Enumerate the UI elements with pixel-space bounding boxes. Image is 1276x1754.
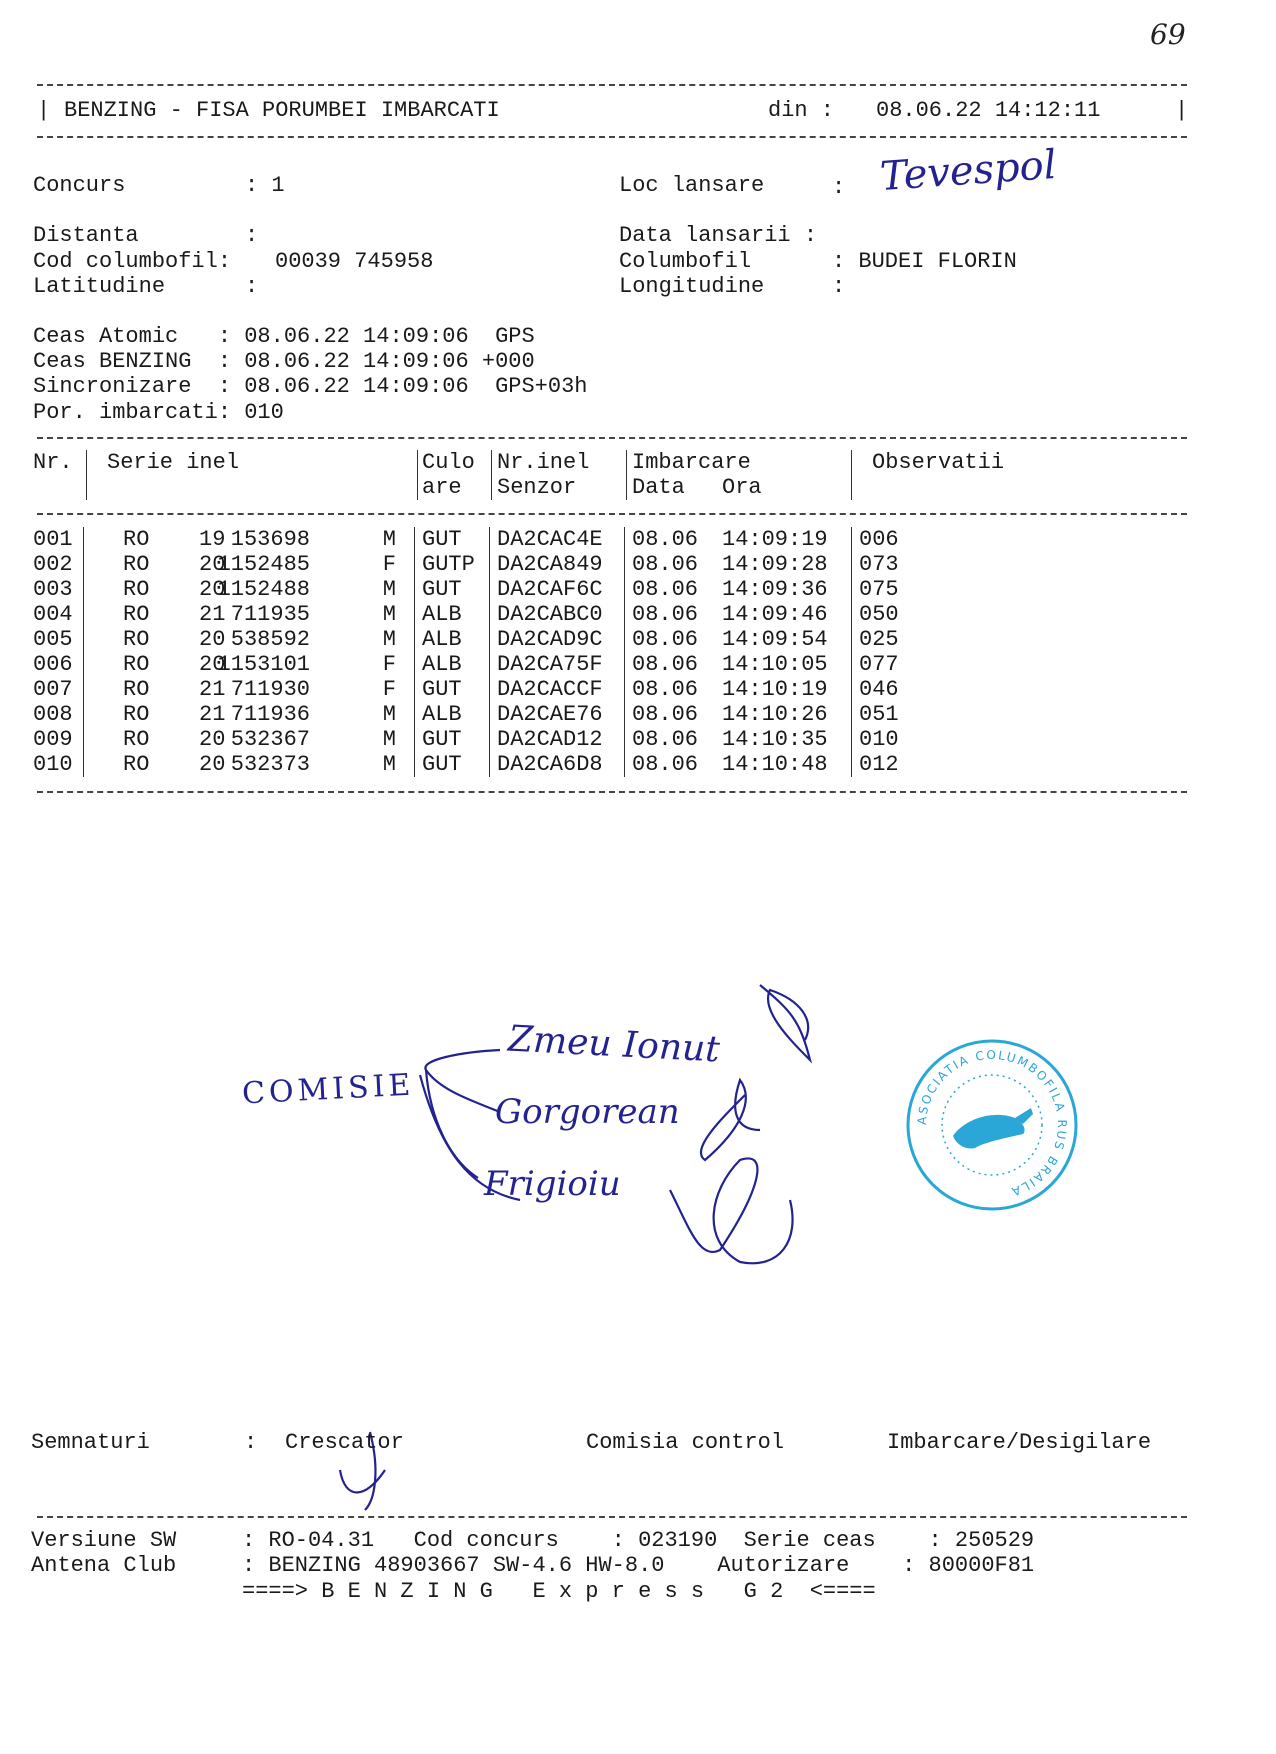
por-imbarcati: Por. imbarcati: 010: [33, 400, 284, 425]
antena-club-label: Antena Club: [31, 1553, 177, 1578]
longitudine-label: Longitudine: [619, 274, 765, 299]
ceas-atomic: Ceas Atomic : 08.06.22 14:09:06 GPS: [33, 324, 535, 349]
cell-ora: 14:10:19: [722, 677, 828, 702]
cell-nr: 009: [33, 727, 73, 752]
header-din-label: din :: [768, 98, 835, 123]
cell-inel: 1152485: [217, 552, 310, 577]
semnaturi-sep: :: [244, 1430, 258, 1455]
footer-line-1: : RO-04.31 Cod concurs : 023190 Serie ceas : 250529: [242, 1528, 1035, 1553]
header-left-bar: |: [37, 98, 51, 123]
cell-data: 08.06: [632, 752, 699, 777]
cell-an: 20: [199, 752, 226, 777]
cell-data: 08.06: [632, 602, 699, 627]
concurs-value: : 1: [245, 173, 285, 198]
cell-an: 20: [199, 627, 226, 652]
cell-ora: 14:09:36: [722, 577, 828, 602]
imbarcare-desigilare-label: Imbarcare/Desigilare: [887, 1430, 1152, 1455]
cell-an: 20: [199, 577, 226, 602]
cell-tara: RO: [123, 602, 150, 627]
cell-inel: 538592: [230, 627, 310, 652]
cell-senzor: DA2CAF6C: [497, 577, 603, 602]
cell-an: 21: [199, 677, 226, 702]
cod-columbofil-value: 00039 745958: [275, 249, 434, 274]
footer-line-2: : BENZING 48903667 SW-4.6 HW-8.0 Autorizare : 80000F81: [242, 1553, 1035, 1578]
cell-tara: RO: [123, 727, 150, 752]
cell-inel: 153698: [230, 527, 310, 552]
cell-sex: F: [382, 552, 396, 577]
cell-an: 21: [199, 702, 226, 727]
cell-obs: 006: [859, 527, 899, 552]
cell-obs: 051: [859, 702, 899, 727]
cell-nr: 004: [33, 602, 73, 627]
cell-culoare: GUTP: [422, 552, 475, 577]
cell-culoare: GUT: [422, 752, 462, 777]
cell-obs: 012: [859, 752, 899, 777]
cell-inel: 532373: [230, 752, 310, 777]
cell-senzor: DA2CA6D8: [497, 752, 603, 777]
th-imbarcare: Imbarcare: [632, 450, 751, 475]
cell-tara: RO: [123, 677, 150, 702]
cell-culoare: ALB: [422, 652, 462, 677]
cell-sex: M: [382, 752, 396, 777]
distanta-label: Distanta: [33, 223, 139, 248]
cell-ora: 14:10:48: [722, 752, 828, 777]
th-observatii: Observatii: [872, 450, 1005, 475]
cell-senzor: DA2CAC4E: [497, 527, 603, 552]
cell-senzor: DA2CA849: [497, 552, 603, 577]
cell-tara: RO: [123, 702, 150, 727]
header-title: BENZING - FISA PORUMBEI IMBARCATI: [64, 98, 500, 123]
cell-ora: 14:09:19: [722, 527, 828, 552]
cell-an: 20: [199, 652, 226, 677]
loc-lansare-handwritten: Tevespol: [878, 141, 1058, 201]
cell-inel: 532367: [230, 727, 310, 752]
distanta-sep: :: [245, 223, 259, 248]
th-culo: Culo: [422, 450, 475, 475]
cell-tara: RO: [123, 527, 150, 552]
cell-an: 20: [199, 727, 226, 752]
cell-ora: 14:10:26: [722, 702, 828, 727]
columbofil-label: Columbofil: [619, 249, 752, 274]
crescator-label: Crescator: [285, 1430, 404, 1455]
cell-tara: RO: [123, 552, 150, 577]
cell-tara: RO: [123, 652, 150, 677]
cell-sex: M: [382, 602, 396, 627]
cell-data: 08.06: [632, 727, 699, 752]
cell-data: 08.06: [632, 577, 699, 602]
cell-culoare: ALB: [422, 602, 462, 627]
cell-senzor: DA2CAD9C: [497, 627, 603, 652]
semnaturi-label: Semnaturi: [31, 1430, 150, 1455]
latitudine-sep: :: [245, 274, 259, 299]
commission-name-3: Frigioiu: [484, 1164, 621, 1204]
cell-ora: 14:10:05: [722, 652, 828, 677]
th-senzor: Senzor: [497, 475, 577, 500]
cell-nr: 002: [33, 552, 73, 577]
th-data: Data: [632, 475, 685, 500]
latitudine-label: Latitudine: [33, 274, 166, 299]
cell-tara: RO: [123, 577, 150, 602]
cell-sex: F: [382, 652, 396, 677]
cell-nr: 003: [33, 577, 73, 602]
footer-rule: [37, 1516, 1187, 1518]
th-ora: Ora: [722, 475, 762, 500]
cell-sex: M: [382, 727, 396, 752]
th-nr: Nr.: [33, 450, 73, 475]
cell-data: 08.06: [632, 627, 699, 652]
comisie-handwritten: COMISIE: [241, 1067, 416, 1112]
cell-an: 19: [199, 527, 226, 552]
footer-banner: ====> B E N Z I N G E x p r e s s G 2 <====: [242, 1579, 876, 1604]
cell-tara: RO: [123, 752, 150, 777]
loc-lansare-label: Loc lansare: [619, 173, 765, 198]
concurs-label: Concurs: [33, 173, 126, 198]
cell-culoare: GUT: [422, 677, 462, 702]
cell-nr: 008: [33, 702, 73, 727]
cell-inel: 711935: [230, 602, 310, 627]
cell-obs: 010: [859, 727, 899, 752]
cell-nr: 010: [33, 752, 73, 777]
cell-obs: 046: [859, 677, 899, 702]
cell-inel: 1153101: [217, 652, 310, 677]
cell-an: 20: [199, 552, 226, 577]
cell-sex: M: [382, 702, 396, 727]
commission-name-2: Gorgorean: [495, 1092, 680, 1132]
data-lansarii-label: Data lansarii :: [619, 223, 818, 248]
ceas-benzing: Ceas BENZING : 08.06.22 14:09:06 +000: [33, 349, 535, 374]
cell-data: 08.06: [632, 527, 699, 552]
cell-senzor: DA2CAE76: [497, 702, 603, 727]
cell-inel: 711930: [230, 677, 310, 702]
cell-senzor: DA2CA75F: [497, 652, 603, 677]
cell-sex: M: [382, 627, 396, 652]
cell-culoare: GUT: [422, 727, 462, 752]
cell-tara: RO: [123, 627, 150, 652]
cell-obs: 077: [859, 652, 899, 677]
cell-culoare: ALB: [422, 627, 462, 652]
cell-ora: 14:10:35: [722, 727, 828, 752]
cell-senzor: DA2CAD12: [497, 727, 603, 752]
cell-culoare: GUT: [422, 527, 462, 552]
cell-senzor: DA2CABC0: [497, 602, 603, 627]
header-din-value: 08.06.22 14:12:11: [876, 98, 1101, 123]
cell-sex: F: [382, 677, 396, 702]
cell-data: 08.06: [632, 677, 699, 702]
cell-inel: 711936: [230, 702, 310, 727]
cell-data: 08.06: [632, 652, 699, 677]
cell-obs: 050: [859, 602, 899, 627]
cell-inel: 1152488: [217, 577, 310, 602]
header-right-bar: |: [1175, 98, 1189, 123]
versiune-sw-label: Versiune SW: [31, 1528, 177, 1553]
cell-nr: 005: [33, 627, 73, 652]
columbofil-value: : BUDEI FLORIN: [832, 249, 1017, 274]
cell-ora: 14:09:46: [722, 602, 828, 627]
cell-senzor: DA2CACCF: [497, 677, 603, 702]
sincronizare: Sincronizare : 08.06.22 14:09:06 GPS+03h: [33, 374, 588, 399]
cell-data: 08.06: [632, 552, 699, 577]
commission-name-1: Zmeu Ionut: [507, 1018, 721, 1071]
longitudine-sep: :: [832, 274, 846, 299]
cell-nr: 001: [33, 527, 73, 552]
cod-columbofil-label: Cod columbofil:: [33, 249, 232, 274]
stamp-text: ASOCIATIA COLUMBOFILA RUS BRAILA: [914, 1047, 1070, 1200]
th-serie: Serie inel: [107, 450, 240, 475]
comisia-control-label: Comisia control: [586, 1430, 785, 1455]
page-number: 69: [1150, 18, 1186, 51]
cell-sex: M: [382, 577, 396, 602]
cell-obs: 025: [859, 627, 899, 652]
cell-nr: 006: [33, 652, 73, 677]
cell-ora: 14:09:28: [722, 552, 828, 577]
cell-culoare: GUT: [422, 577, 462, 602]
association-stamp: [905, 1038, 1079, 1212]
cell-obs: 075: [859, 577, 899, 602]
cell-nr: 007: [33, 677, 73, 702]
cell-obs: 073: [859, 552, 899, 577]
th-are: are: [422, 475, 462, 500]
cell-an: 21: [199, 602, 226, 627]
th-nrinel: Nr.inel: [497, 450, 590, 475]
cell-data: 08.06: [632, 702, 699, 727]
loc-lansare-sep: :: [832, 175, 846, 200]
cell-sex: M: [382, 527, 396, 552]
cell-culoare: ALB: [422, 702, 462, 727]
cell-ora: 14:09:54: [722, 627, 828, 652]
